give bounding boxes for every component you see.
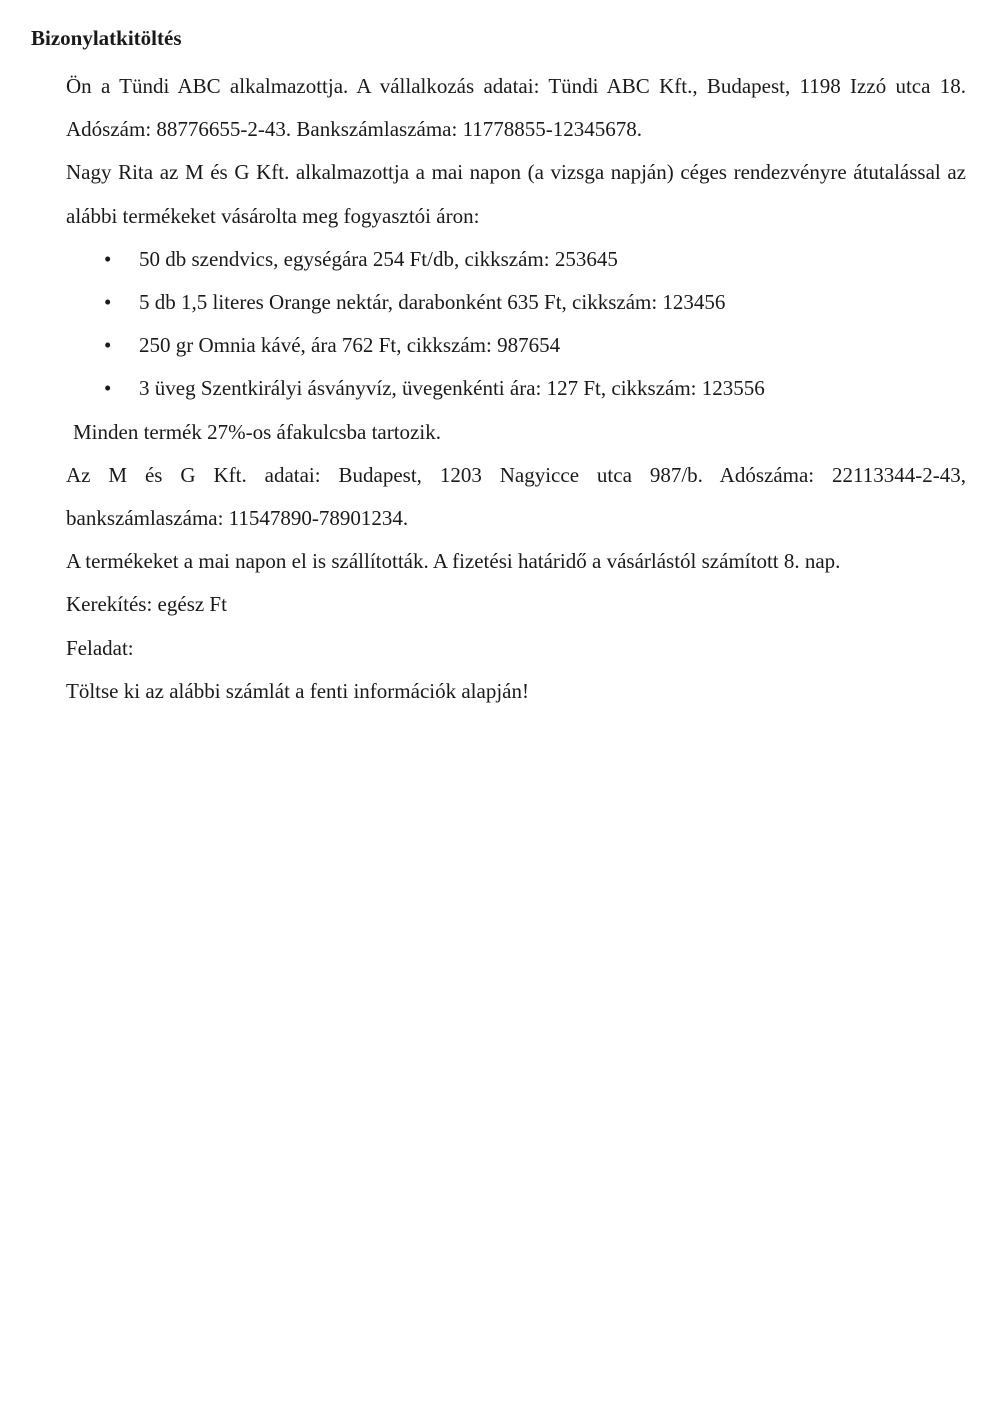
- document-body: [66, 65, 966, 713]
- intro-paragraph: Ön a Tündi ABC alkalmazottja. A vállalkozás adatai: Tündi ABC Kft., Budapest, 1198 Izzó utca 18. Adószám: 88776655-2-43. Bankszámlaszáma: 11778855-12345678.: [66, 74, 966, 142]
- list-item-text: 5 db 1,5 literes Orange nektár, darabonként 635 Ft, cikkszám: 123456: [139, 290, 726, 315]
- list-item: [66, 367, 966, 410]
- rounding-paragraph: Kerekítés: egész Ft: [66, 592, 227, 617]
- list-item: [66, 238, 966, 281]
- list-item: [66, 324, 966, 367]
- document-title: Bizonylatkitöltés: [31, 26, 182, 50]
- list-item: [66, 281, 966, 324]
- bullet-icon: •: [104, 376, 112, 401]
- product-list: [66, 238, 966, 411]
- delivery-paragraph: A termékeket a mai napon el is szállították. A fizetési határidő a vásárlástól számított 8. nap.: [66, 549, 841, 574]
- buyer-paragraph: Az M és G Kft. adatai: Budapest, 1203 Nagyicce utca 987/b. Adószáma: 22113344-2-43, bankszámlaszáma: 11547890-78901234.: [66, 462, 966, 531]
- task-label: Feladat:: [66, 635, 134, 660]
- list-item-text: 250 gr Omnia kávé, ára 762 Ft, cikkszám: 987654: [139, 333, 561, 358]
- list-item-text: 3 üveg Szentkirályi ásványvíz, üvegenkénti ára: 127 Ft, cikkszám: 123556: [139, 376, 765, 401]
- purchase-paragraph: Nagy Rita az M és G Kft. alkalmazottja a mai napon (a vizsga napján) céges rendezvényre átutalással az alábbi termékeket vásárolta meg fogyasztói áron:: [66, 160, 966, 228]
- bullet-icon: •: [104, 333, 112, 358]
- bullet-icon: •: [104, 246, 112, 271]
- list-item-text: 50 db szendvics, egységára 254 Ft/db, cikkszám: 253645: [139, 246, 618, 271]
- task-paragraph: Töltse ki az alábbi számlát a fenti információk alapján!: [66, 678, 529, 703]
- bullet-icon: •: [104, 290, 112, 315]
- vat-paragraph: Minden termék 27%-os áfakulcsba tartozik.: [73, 419, 441, 444]
